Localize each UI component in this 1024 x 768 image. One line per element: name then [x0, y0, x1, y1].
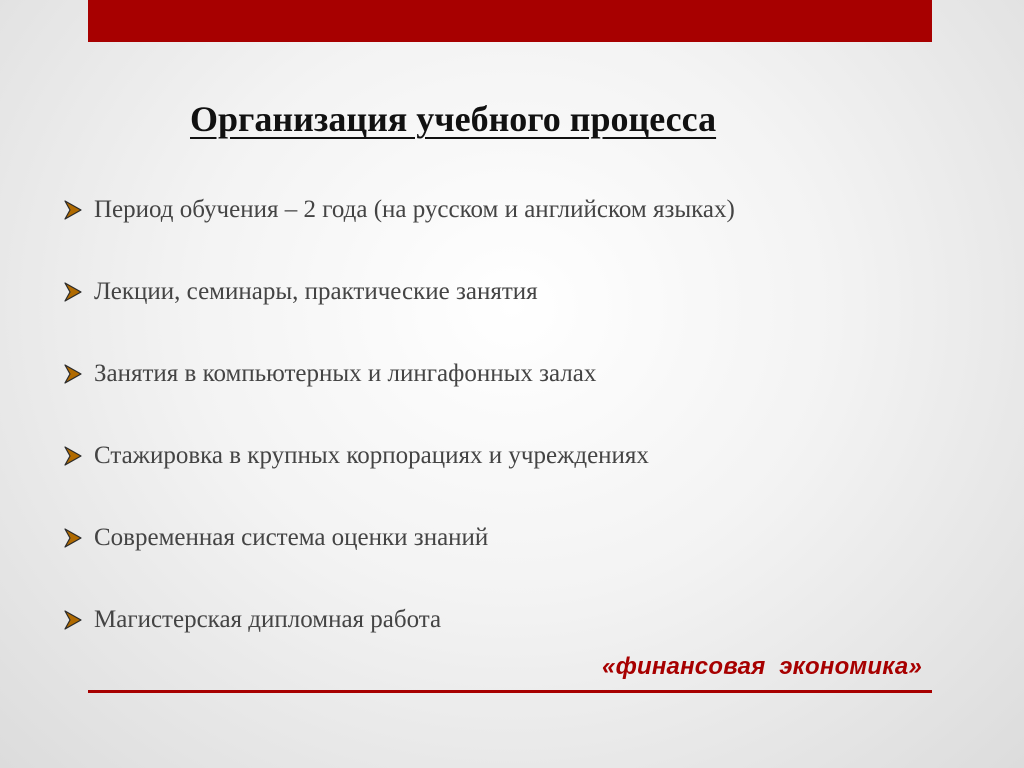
slide-title: Организация учебного процесса	[190, 99, 717, 139]
bullet-item	[64, 518, 735, 600]
bullet-item	[64, 272, 735, 354]
bullet-text: Лекции, семинары, практические занятия	[94, 278, 538, 305]
bullet-list	[64, 190, 735, 682]
bullet-text: Период обучения – 2 года (на русском и английском языках)	[94, 196, 735, 223]
arrowhead-bullet-icon	[64, 354, 94, 384]
arrowhead-bullet-icon	[64, 272, 94, 302]
bullet-text: Занятия в компьютерных и лингафонных залах	[94, 360, 597, 387]
bullet-item	[64, 354, 735, 436]
bullet-item	[64, 436, 735, 518]
bullet-text: Магистерская дипломная работа	[94, 606, 442, 633]
top-accent-bar	[88, 0, 932, 42]
program-brand-label: «финансовая экономика»	[602, 653, 922, 680]
arrowhead-bullet-icon	[64, 436, 94, 466]
bullet-item	[64, 190, 735, 272]
arrowhead-bullet-icon	[64, 600, 94, 630]
arrowhead-bullet-icon	[64, 190, 94, 220]
bullet-text: Стажировка в крупных корпорациях и учреждениях	[94, 442, 649, 469]
arrowhead-bullet-icon	[64, 518, 94, 548]
bullet-text: Современная система оценки знаний	[94, 524, 489, 551]
bottom-accent-line	[88, 690, 932, 693]
